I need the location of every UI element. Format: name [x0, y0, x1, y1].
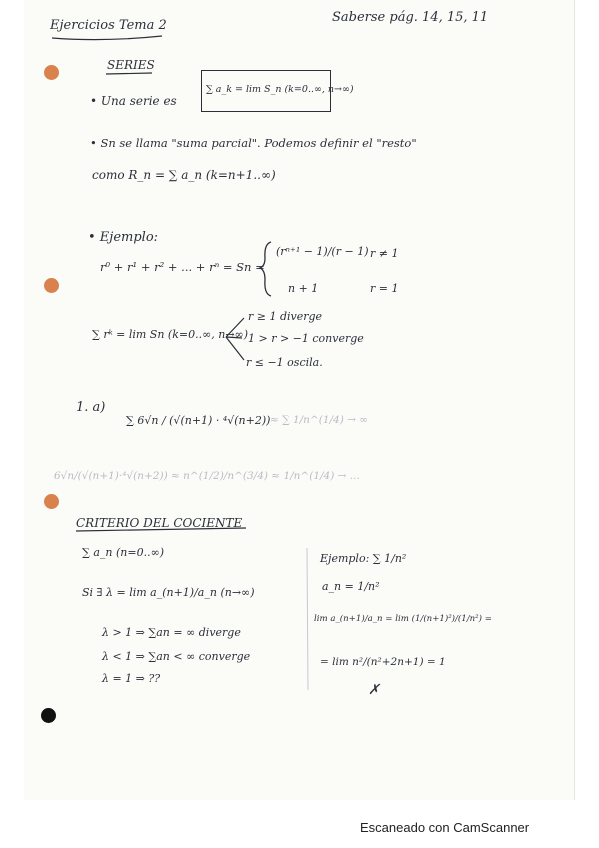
header-reference: Saberse pág. 14, 15, 11	[332, 10, 489, 25]
scanner-watermark: Escaneado con CamScanner	[360, 820, 530, 835]
exercise1-faint-line2: 6√n/(√(n+1)·⁴√(n+2)) ≈ n^(1/2)/n^(3/4) ≈ 1/n^(1/4) → ...	[54, 470, 360, 482]
example1-label: • Ejemplo:	[88, 230, 159, 245]
example1-series: ∑ rᵏ = lim Sn (k=0..∞, n→∞)	[92, 328, 248, 341]
series-heading: SERIES	[107, 58, 155, 72]
example1-branch3: r ≤ −1 oscila.	[246, 356, 323, 369]
ratio-rule2: λ < 1 ⇒ ∑an < ∞ converge	[102, 650, 251, 663]
ratio-rule3: λ = 1 ⇒ ??	[102, 672, 161, 685]
example1-case2: n + 1	[288, 282, 319, 295]
header-title: Ejercicios Tema 2	[50, 18, 167, 33]
partial-sum-note: • Sn se llama "suma parcial". Podemos definir el "resto"	[90, 136, 417, 150]
example1-branch2: 1 > r > −1 converge	[248, 332, 364, 345]
exercise1-faint-compare: ≈ ∑ 1/n^(1/4) → ∞	[270, 414, 369, 426]
scanned-page	[24, 0, 574, 800]
example1-case1: (rⁿ⁺¹ − 1)/(r − 1)	[276, 245, 369, 258]
exercise1-expr: ∑ 6√n / (√(n+1) · ⁴√(n+2))	[126, 414, 271, 427]
ratio-condition: Si ∃ λ = lim a_(n+1)/a_n (n→∞)	[82, 586, 255, 599]
example2-result: = lim n²/(n²+2n+1) = 1	[320, 656, 446, 668]
example2-an: a_n = 1/n²	[322, 580, 380, 593]
exercise1-label: 1. a)	[76, 400, 106, 415]
example1-sum-line: r⁰ + r¹ + r² + ... + rⁿ = Sn =	[100, 260, 265, 274]
remainder-formula: como R_n = ∑ a_n (k=n+1..∞)	[92, 168, 276, 182]
example2-cross: ✗	[368, 682, 380, 698]
example1-case2-cond: r = 1	[370, 282, 399, 295]
example1-case1-cond: r ≠ 1	[370, 247, 399, 260]
series-definition-formula: ∑ a_k = lim S_n (k=0..∞, n→∞)	[206, 84, 354, 95]
series-definition-lead: • Una serie es	[90, 94, 177, 108]
example2-ratio: lim a_(n+1)/a_n = lim (1/(n+1)²)/(1/n²) =	[314, 614, 492, 624]
example2-label: Ejemplo: ∑ 1/n²	[320, 552, 407, 565]
ratio-heading: CRITERIO DEL COCIENTE	[76, 516, 243, 530]
ratio-rule1: λ > 1 ⇒ ∑an = ∞ diverge	[102, 626, 241, 639]
ratio-series: ∑ a_n (n=0..∞)	[82, 546, 165, 559]
example1-branch1: r ≥ 1 diverge	[248, 310, 323, 323]
